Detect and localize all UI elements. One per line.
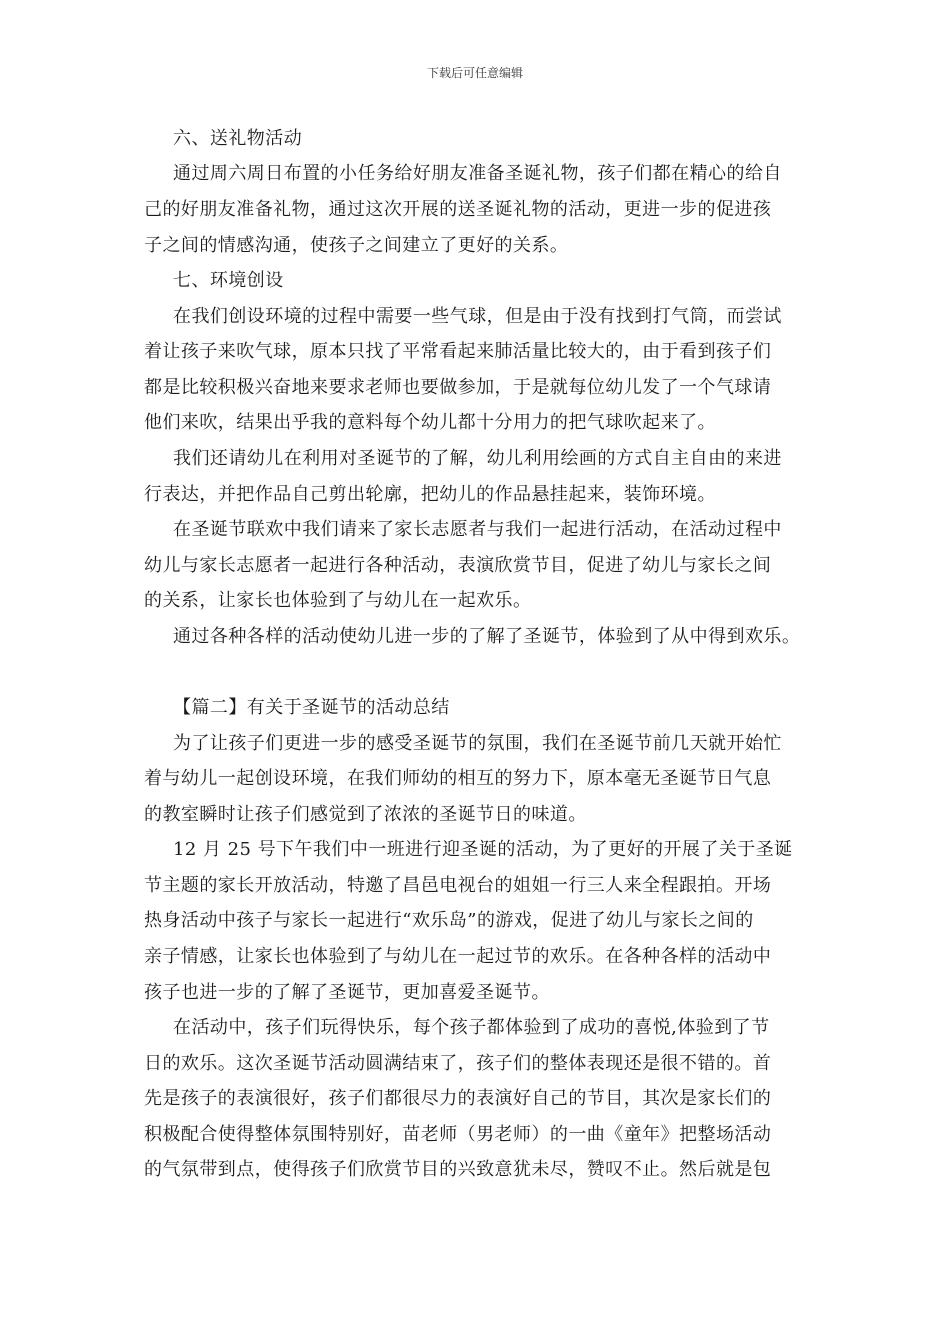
text-line: 着让孩子来吹气球，原本只找了平常看起来肺活量比较大的，由于看到孩子们 [144, 341, 772, 362]
text-line: 日的欢乐。这次圣诞节活动圆满结束了，孩子们的整体表现还是很不错的。首 [144, 1053, 772, 1074]
text-line: 的关系，让家长也体验到了与幼儿在一起欢乐。 [144, 590, 532, 611]
text-line: 己的好朋友准备礼物，通过这次开展的送圣诞礼物的活动，更进一步的促进孩 [144, 199, 772, 220]
text-line: 在我们创设环境的过程中需要一些气球，但是由于没有找到打气筒，而尝试 [173, 306, 782, 327]
text-line: 积极配合使得整体氛围特别好，苗老师（男老师）的一曲《童年》把整场活动 [144, 1124, 772, 1145]
text-line: 为了让孩子们更进一步的感受圣诞节的氛围，我们在圣诞节前几天就开始忙 [173, 733, 782, 754]
text-line: 先是孩子的表演很好，孩子们都很尽力的表演好自己的节目，其次是家长们的 [144, 1088, 772, 1109]
section-heading: 七、环境创设 [173, 270, 284, 291]
text-line: 在活动中，孩子们玩得快乐，每个孩子都体验到了成功的喜悦,体验到了节 [173, 1017, 770, 1038]
text-line: 他们来吹，结果出乎我的意料每个幼儿都十分用力的把气球吹起来了。 [144, 412, 716, 433]
text-line: 着与幼儿一起创设环境，在我们师幼的相互的努力下，原本毫无圣诞节日气息 [144, 768, 772, 789]
text-line: 通过周六周日布置的小任务给好朋友准备圣诞礼物，孩子们都在精心的给自 [173, 163, 782, 184]
text-line: 都是比较积极兴奋地来要求老师也要做参加，于是就每位幼儿发了一个气球请 [144, 377, 772, 398]
section-heading: 六、送礼物活动 [173, 128, 303, 149]
text-line: 热身活动中孩子与家长一起进行“欢乐岛”的游戏，促进了幼儿与家长之间的 [144, 910, 754, 931]
text-line: 幼儿与家长志愿者一起进行各种活动，表演欣赏节目，促进了幼儿与家长之间 [144, 555, 772, 576]
text-line: 子之间的情感沟通，使孩子之间建立了更好的关系。 [144, 235, 569, 256]
page-header [0, 64, 950, 81]
text-line: 节主题的家长开放活动，特邀了昌邑电视台的姐姐一行三人来全程跟拍。开场 [144, 875, 772, 896]
text-line: 在圣诞节联欢中我们请来了家长志愿者与我们一起进行活动，在活动过程中 [173, 519, 782, 540]
text-line: 的教室瞬时让孩子们感觉到了浓浓的圣诞节日的味道。 [144, 804, 587, 825]
text-line: 行表达，并把作品自己剪出轮廓，把幼儿的作品悬挂起来，装饰环境。 [144, 484, 716, 505]
article-title: 【篇二】有关于圣诞节的活动总结 [173, 697, 450, 718]
text-line: 我们还请幼儿在利用对圣诞节的了解，幼儿利用绘画的方式自主自由的来进 [173, 448, 782, 469]
text-line: 孩子也进一步的了解了圣诞节，更加喜爱圣诞节。 [144, 982, 550, 1003]
text-line: 通过各种各样的活动使幼儿进一步的了解了圣诞节，体验到了从中得到欢乐。 [173, 626, 801, 647]
header-text: 下载后可任意编辑 [426, 66, 523, 80]
text-line: 的气氛带到点，使得孩子们欣赏节目的兴致意犹未尽，赞叹不止。然后就是包 [144, 1159, 772, 1180]
text-line: 12 月 25 号下午我们中一班进行迎圣诞的活动，为了更好的开展了关于圣诞 [173, 839, 793, 860]
text-line: 亲子情感，让家长也体验到了与幼儿在一起过节的欢乐。在各种各样的活动中 [144, 946, 772, 967]
